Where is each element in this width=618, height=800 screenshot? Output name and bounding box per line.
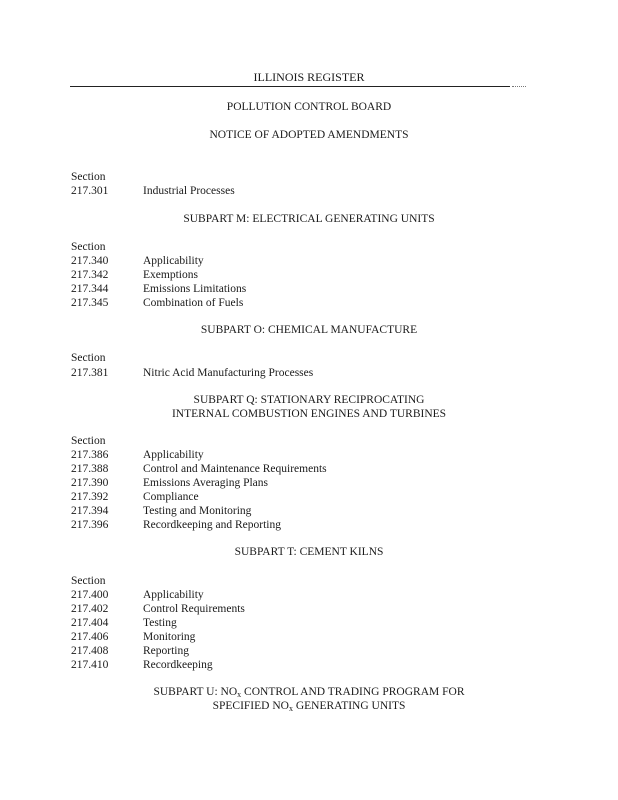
subpart-q-heading-line2: INTERNAL COMBUSTION ENGINES AND TURBINES [171,408,447,420]
section-number: 217.388 [71,463,109,475]
section-row [0,367,618,381]
section-number: 217.404 [71,617,109,629]
section-title: Applicability [143,589,204,601]
board-name: POLLUTION CONTROL BOARD [226,101,392,113]
section-row [0,463,618,477]
section-row [0,297,618,311]
section-title: Applicability [143,449,204,461]
section-row [0,283,618,297]
header-rule [70,86,510,87]
section-row [0,449,618,463]
section-title: Recordkeeping and Reporting [143,519,281,531]
section-number: 217.390 [71,477,109,489]
section-title: Applicability [143,255,204,267]
subpart-q-heading-line1: SUBPART Q: STATIONARY RECIPROCATING [193,394,425,406]
section-title: Combination of Fuels [143,297,244,309]
section-number: 217.408 [71,645,109,657]
section-column-header [0,241,618,255]
section-row [0,477,618,491]
notice-title: NOTICE OF ADOPTED AMENDMENTS [209,129,409,141]
section-title: Testing and Monitoring [143,505,252,517]
section-number: 217.345 [71,297,109,309]
heading-text: SPECIFIED NO [212,700,289,712]
section-title: Industrial Processes [143,185,235,197]
section-title: Control Requirements [143,603,245,615]
section-title: Recordkeeping [143,659,213,671]
section-row [0,519,618,533]
subpart-u-heading-line2 [0,700,618,712]
section-row [0,617,618,631]
section-label: Section [71,171,106,183]
section-number: 217.301 [71,185,109,197]
section-label: Section [71,241,106,253]
section-number: 217.342 [71,269,109,281]
section-number: 217.410 [71,659,109,671]
section-number: 217.402 [71,603,109,615]
heading-text: GENERATING UNITS [292,700,406,712]
section-column-header [0,575,618,589]
section-number: 217.396 [71,519,109,531]
section-number: 217.386 [71,449,109,461]
section-row [0,659,618,673]
section-number: 217.406 [71,631,109,643]
subpart-m-heading: SUBPART M: ELECTRICAL GENERATING UNITS [183,213,435,225]
subpart-t-heading: SUBPART T: CEMENT KILNS [234,546,384,558]
section-title: Nitric Acid Manufacturing Processes [143,367,314,379]
section-title: Control and Maintenance Requirements [143,463,327,475]
section-title: Exemptions [143,269,198,281]
section-number: 217.394 [71,505,109,517]
register-title: ILLINOIS REGISTER [253,70,365,84]
section-number: 217.344 [71,283,109,295]
section-row [0,491,618,505]
section-label: Section [71,575,106,587]
section-column-header [0,352,618,366]
section-row [0,589,618,603]
section-title: Compliance [143,491,199,503]
section-row [0,645,618,659]
section-column-header [0,171,618,185]
heading-text: CONTROL AND TRADING PROGRAM FOR [241,686,465,698]
subpart-u-heading-line1 [0,686,618,698]
section-column-header [0,435,618,449]
heading-text: SUBPART U: NO [153,686,238,698]
section-number: 217.381 [71,367,109,379]
section-number: 217.400 [71,589,109,601]
subscript-x: x [288,704,293,713]
section-row [0,631,618,645]
section-title: Monitoring [143,631,196,643]
section-number: 217.340 [71,255,109,267]
section-row [0,185,618,199]
section-number: 217.392 [71,491,109,503]
section-title: Reporting [143,645,189,657]
section-row [0,505,618,519]
section-title: Emissions Averaging Plans [143,477,269,489]
section-title: Emissions Limitations [143,283,247,295]
section-row [0,603,618,617]
section-label: Section [71,435,106,447]
subscript-x: x [237,690,242,699]
header-rule-tail [512,86,526,87]
section-row [0,269,618,283]
section-label: Section [71,352,106,364]
section-title: Testing [143,617,177,629]
section-row [0,255,618,269]
subpart-o-heading: SUBPART O: CHEMICAL MANUFACTURE [200,324,418,336]
